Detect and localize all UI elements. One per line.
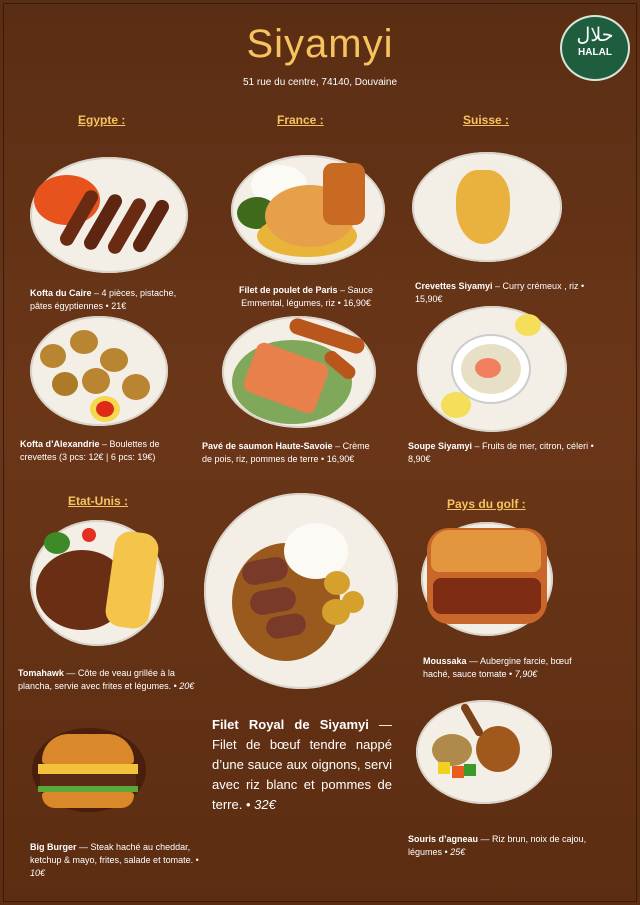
section-egypte: Egypte : [78,113,126,127]
soupe-name: Soupe Siyamyi [408,441,473,451]
kofta-alex-description [20,438,180,464]
burger-image [32,728,146,812]
tomahawk-details: — Côte de veau grillée à la plancha, servie avec frites et légumes. • [18,668,177,691]
royal-details: — Filet de bœuf tendre nappé d’une sauce aux oignons, servi avec riz blanc et pommes de terre. • [212,717,392,812]
saumon-description [202,440,382,466]
tomahawk-name: Tomahawk [18,668,64,678]
burger-name: Big Burger [30,842,77,852]
saumon-name: Pavé de saumon Haute-Savoie [202,441,333,451]
poulet-paris-description [235,284,377,310]
section-usa: Etat-Unis : [68,494,128,508]
restaurant-address: 51 rue du centre, 74140, Douvaine [243,77,397,88]
moussaka-price: 7,90€ [514,669,538,679]
tomahawk-description [18,667,198,693]
halal-label: HALAL [578,47,612,58]
burger-description [30,841,210,880]
kofta-alex-image [30,316,168,426]
royal-description [212,715,392,815]
souris-name: Souris d’agneau [408,834,479,844]
poulet-paris-details: – Sauce Emmental, légumes, riz • 16,90€ [241,285,374,308]
kofta-alex-details: – Boulettes de crevettes (3 pcs: 12€ | 6 pcs: 19€) [20,439,160,462]
kofta-caire-description [30,287,190,313]
crevettes-description [415,280,605,306]
section-france: France : [277,113,324,127]
souris-details: — Riz brun, noix de cajou, légumes • [408,834,587,857]
crevettes-name: Crevettes Siyamyi [415,281,493,291]
soupe-image [417,306,567,432]
soupe-details: – Fruits de mer, citron, céleri • 8,90€ [408,441,594,464]
tomahawk-price: 20€ [179,681,195,691]
restaurant-title: Siyamyi [246,22,394,66]
poulet-paris-name: Filet de poulet de Paris [238,285,338,295]
poulet-paris-image [231,155,385,265]
tomahawk-image [30,520,164,646]
burger-details: — Steak haché au cheddar, ketchup & mayo, frites, salade et tomate. • [30,842,199,865]
royal-image [204,493,398,689]
crevettes-details: – Curry crémeux , riz • 15,90€ [415,281,585,304]
moussaka-details: — Aubergine farcie, bœuf haché, sauce tomate • [423,656,572,679]
moussaka-name: Moussaka [423,656,467,666]
kofta-alex-name: Kofta d’Alexandrie [20,439,100,449]
crevettes-image [412,152,562,262]
kofta-caire-image [30,157,188,273]
souris-image [416,700,552,804]
royal-name: Filet Royal de Siyamyi [212,717,369,732]
saumon-image [222,316,376,428]
section-golf: Pays du golf : [447,497,526,511]
souris-price: 25€ [450,847,466,857]
soupe-description [408,440,598,466]
souris-description [408,833,588,859]
royal-price: 32€ [254,797,276,812]
moussaka-description [423,655,593,681]
kofta-caire-details: – 4 pièces, pistache, pâtes égyptiennes • 21€ [30,288,177,311]
halal-badge [560,15,630,81]
moussaka-image [421,522,553,636]
section-suisse: Suisse : [463,113,510,127]
halal-arabic-text: حلال [576,24,614,46]
kofta-caire-name: Kofta du Caire [30,288,92,298]
saumon-details: – Crème de pois, riz, pommes de terre • 16,90€ [202,441,370,464]
burger-price: 10€ [30,868,46,878]
